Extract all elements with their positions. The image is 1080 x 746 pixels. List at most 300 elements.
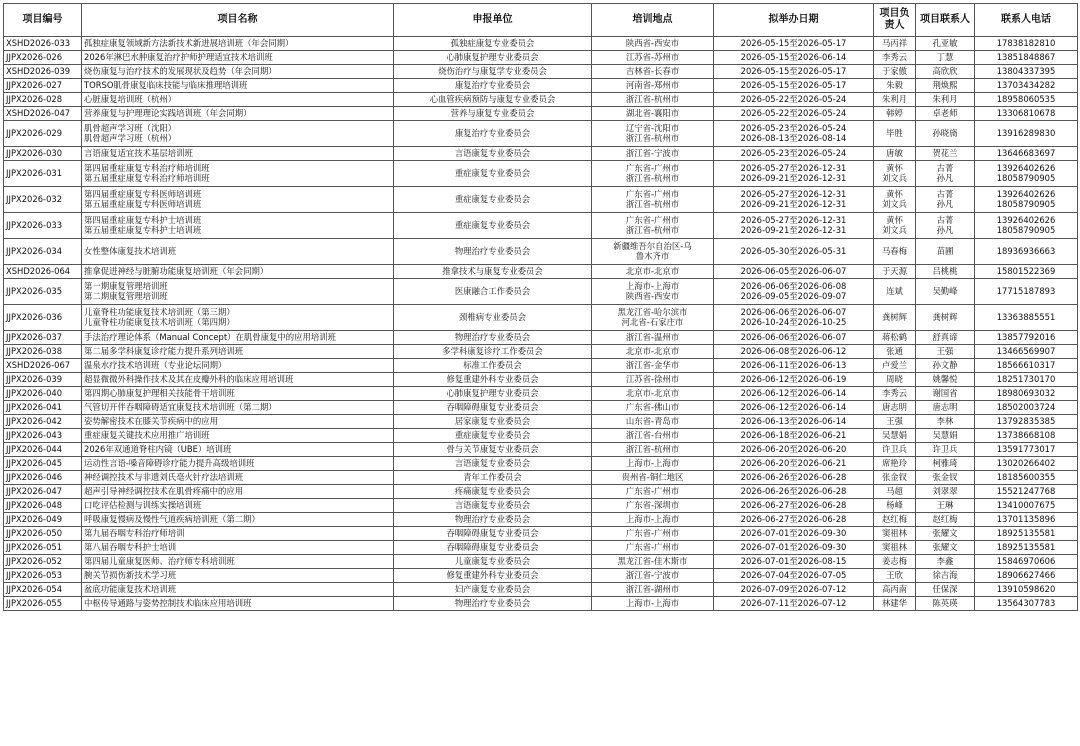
cell-code: JJPX2026-051 xyxy=(4,541,82,555)
cell-place-line: 浙江省-宁波市 xyxy=(625,147,680,158)
cell-name xyxy=(82,51,394,65)
cell-name-line: TORSO肌骨康复临床技能与临床推理培训班 xyxy=(84,79,248,90)
cell-name-line: 盆底功能康复技术培训班 xyxy=(84,583,177,594)
cell-date xyxy=(714,359,874,373)
header-phone: 联系人电话 xyxy=(975,4,1078,37)
cell-place xyxy=(592,499,714,513)
cell-date-line: 2026-06-12至2026-06-14 xyxy=(740,401,847,412)
cell-date-line: 2026-10-24至2026-10-25 xyxy=(740,316,847,327)
cell-contact-line: 张耀文 xyxy=(932,527,958,538)
cell-code: JJPX2026-046 xyxy=(4,471,82,485)
cell-phone-line: 13851848867 xyxy=(996,51,1056,62)
cell-phone-line: 13804337395 xyxy=(996,65,1056,76)
cell-place-line: 浙江省-杭州市 xyxy=(625,132,680,143)
cell-lead-line: 张金钗 xyxy=(881,471,908,482)
cell-lead xyxy=(874,415,916,429)
cell-contact xyxy=(916,527,975,541)
cell-lead-line: 毕胜 xyxy=(886,127,903,138)
cell-lead-line: 周晓 xyxy=(886,373,903,384)
cell-contact-line: 古菁 xyxy=(936,162,954,173)
cell-date-line: 2026-05-27至2026-12-31 xyxy=(740,188,847,199)
cell-phone xyxy=(975,387,1078,401)
cell-date-line: 2026-07-01至2026-09-30 xyxy=(740,527,847,538)
cell-code: JJPX2026-054 xyxy=(4,583,82,597)
cell-place xyxy=(592,555,714,569)
table-row xyxy=(4,51,1078,65)
cell-contact xyxy=(916,401,975,415)
cell-lead-line: 韩婷 xyxy=(886,107,903,118)
cell-phone xyxy=(975,457,1078,471)
cell-date xyxy=(714,471,874,485)
cell-lead-line: 王强 xyxy=(886,415,903,426)
cell-name xyxy=(82,359,394,373)
cell-place-line: 广东省-广州市 xyxy=(625,541,680,552)
cell-contact-line: 吕桃桃 xyxy=(932,265,958,276)
cell-lead-line: 席艳玲 xyxy=(881,457,908,468)
cell-date-line: 2026-07-09至2026-07-12 xyxy=(740,583,847,594)
cell-code: JJPX2026-052 xyxy=(4,555,82,569)
cell-date xyxy=(714,37,874,51)
cell-lead xyxy=(874,187,916,213)
cell-lead-line: 黄怀 xyxy=(886,162,903,173)
cell-code: XSHD2026-039 xyxy=(4,65,82,79)
cell-code: JJPX2026-045 xyxy=(4,457,82,471)
cell-date xyxy=(714,569,874,583)
cell-name xyxy=(82,443,394,457)
table-row xyxy=(4,305,1078,331)
table-row xyxy=(4,443,1078,457)
cell-lead-line: 窦祖林 xyxy=(881,541,908,552)
header-lead: 项目负责人 xyxy=(874,4,916,37)
cell-contact xyxy=(916,345,975,359)
cell-name-line: 第五届重症康复专科医师培训班 xyxy=(84,198,202,209)
cell-code: JJPX2026-041 xyxy=(4,401,82,415)
cell-date xyxy=(714,147,874,161)
cell-lead-line: 黄怀 xyxy=(886,188,903,199)
cell-phone xyxy=(975,443,1078,457)
cell-name xyxy=(82,415,394,429)
cell-lead-line: 姜志梅 xyxy=(881,555,908,566)
cell-phone-line: 13410007675 xyxy=(996,499,1056,510)
cell-phone xyxy=(975,305,1078,331)
cell-lead xyxy=(874,387,916,401)
cell-date xyxy=(714,597,874,611)
cell-date xyxy=(714,121,874,147)
cell-name xyxy=(82,499,394,513)
cell-contact-line: 吴勤峰 xyxy=(932,285,958,296)
cell-name xyxy=(82,555,394,569)
cell-lead xyxy=(874,443,916,457)
cell-date-line: 2026-09-21至2026-12-31 xyxy=(740,198,847,209)
cell-contact-line: 刘翠翠 xyxy=(932,485,958,496)
cell-date xyxy=(714,79,874,93)
cell-contact-line: 孙凡 xyxy=(936,224,954,235)
cell-lead xyxy=(874,345,916,359)
cell-code: JJPX2026-028 xyxy=(4,93,82,107)
cell-name-line: 第五届重症康复专科护士培训班 xyxy=(84,224,202,235)
table-row xyxy=(4,471,1078,485)
cell-place-line: 浙江省-金华市 xyxy=(625,359,680,370)
cell-name xyxy=(82,471,394,485)
cell-unit: 营养与康复专业委员会 xyxy=(394,107,592,121)
cell-place-line: 浙江省-宁波市 xyxy=(625,569,680,580)
cell-date xyxy=(714,485,874,499)
cell-name xyxy=(82,65,394,79)
cell-contact-line: 任保深 xyxy=(932,583,958,594)
cell-unit: 言语康复专业委员会 xyxy=(394,147,592,161)
cell-date xyxy=(714,161,874,187)
cell-name xyxy=(82,485,394,499)
cell-phone xyxy=(975,79,1078,93)
cell-phone-line: 18936936663 xyxy=(996,245,1056,256)
cell-lead xyxy=(874,265,916,279)
cell-name-line: 2026年双通道脊柱内镜（UBE）培训班 xyxy=(84,443,232,454)
cell-place xyxy=(592,415,714,429)
cell-lead-line: 许卫兵 xyxy=(881,443,908,454)
cell-code: JJPX2026-030 xyxy=(4,147,82,161)
cell-code: JJPX2026-047 xyxy=(4,485,82,499)
cell-phone-line: 18566610317 xyxy=(996,359,1056,370)
cell-code: JJPX2026-031 xyxy=(4,161,82,187)
cell-place xyxy=(592,541,714,555)
table-row xyxy=(4,583,1078,597)
cell-contact xyxy=(916,79,975,93)
cell-contact xyxy=(916,93,975,107)
table-row xyxy=(4,161,1078,187)
cell-lead xyxy=(874,65,916,79)
cell-place xyxy=(592,79,714,93)
cell-lead-line: 刘文兵 xyxy=(881,172,908,183)
cell-unit: 多学科康复诊疗工作委员会 xyxy=(394,345,592,359)
cell-place xyxy=(592,485,714,499)
cell-contact-line: 李鑫 xyxy=(936,555,954,566)
cell-place-line: 广东省-深圳市 xyxy=(625,499,680,510)
cell-place xyxy=(592,161,714,187)
cell-name xyxy=(82,265,394,279)
cell-place xyxy=(592,121,714,147)
cell-place xyxy=(592,107,714,121)
cell-place-line: 江苏省-苏州市 xyxy=(625,51,680,62)
cell-name-line: 心脏康复培训班（杭州） xyxy=(84,93,177,104)
table-row xyxy=(4,527,1078,541)
training-schedule-sheet xyxy=(3,3,1078,611)
cell-name-line: 运动性言语-嗓音障碍诊疗能力提升高级培训班 xyxy=(84,457,255,468)
cell-phone-line: 18058790905 xyxy=(996,172,1056,183)
table-row xyxy=(4,187,1078,213)
cell-phone xyxy=(975,499,1078,513)
cell-place-line: 上海市-上海市 xyxy=(625,513,680,524)
cell-place xyxy=(592,569,714,583)
cell-place-line: 辽宁省-沈阳市 xyxy=(625,122,680,133)
cell-place xyxy=(592,597,714,611)
cell-lead xyxy=(874,541,916,555)
cell-place xyxy=(592,265,714,279)
table-row xyxy=(4,597,1078,611)
cell-name-line: 第四届重症康复专科护士培训班 xyxy=(84,214,202,225)
cell-date-line: 2026-06-12至2026-06-19 xyxy=(740,373,847,384)
cell-date-line: 2026-09-05至2026-09-07 xyxy=(740,290,847,301)
cell-name-line: 口吃评估检测与训练实操培训班 xyxy=(84,499,202,510)
cell-code: JJPX2026-053 xyxy=(4,569,82,583)
cell-code: JJPX2026-033 xyxy=(4,213,82,239)
cell-phone-line: 15801522369 xyxy=(996,265,1056,276)
cell-name-line: 温泉水疗技术培训班（专业论坛同期） xyxy=(84,359,227,370)
cell-place-line: 广东省-广州市 xyxy=(625,188,680,199)
cell-contact xyxy=(916,443,975,457)
cell-phone-line: 18058790905 xyxy=(996,224,1056,235)
cell-contact-line: 张金钗 xyxy=(932,471,958,482)
cell-name xyxy=(82,569,394,583)
cell-name-line: 第五届重症康复专科治疗师培训班 xyxy=(84,172,210,183)
cell-name-line: 神经调控技术与非遗刘氏毫火针疗法培训班 xyxy=(84,471,244,482)
cell-place-line: 陕西省-西安市 xyxy=(625,290,680,301)
cell-contact-line: 许卫兵 xyxy=(932,443,958,454)
cell-phone-line: 13926402626 xyxy=(996,188,1056,199)
cell-name xyxy=(82,147,394,161)
cell-date-line: 2026-06-20至2026-06-21 xyxy=(740,457,847,468)
cell-date-line: 2026-05-15至2026-06-14 xyxy=(740,51,847,62)
cell-lead-line: 高丙南 xyxy=(881,583,908,594)
cell-lead xyxy=(874,401,916,415)
cell-name-line: 孤独症康复领域新方法新技术新进展培训班（年会同期） xyxy=(84,37,294,48)
cell-phone-line: 13916289830 xyxy=(996,127,1056,138)
table-row xyxy=(4,359,1078,373)
cell-lead-line: 连斌 xyxy=(886,285,903,296)
cell-date-line: 2026-06-27至2026-06-28 xyxy=(740,513,847,524)
cell-lead xyxy=(874,213,916,239)
cell-lead-line: 马超 xyxy=(886,485,903,496)
cell-lead xyxy=(874,359,916,373)
cell-contact-line: 姚馨悦 xyxy=(932,373,958,384)
cell-date-line: 2026-08-13至2026-08-14 xyxy=(740,132,847,143)
cell-date-line: 2026-06-05至2026-06-07 xyxy=(740,265,847,276)
cell-contact-line: 谢国省 xyxy=(932,387,958,398)
cell-unit: 青年工作委员会 xyxy=(394,471,592,485)
cell-name xyxy=(82,345,394,359)
cell-code: JJPX2026-042 xyxy=(4,415,82,429)
cell-date xyxy=(714,265,874,279)
cell-contact xyxy=(916,121,975,147)
cell-phone-line: 13792835385 xyxy=(996,415,1056,426)
cell-lead-line: 刘文兵 xyxy=(881,198,908,209)
cell-place xyxy=(592,51,714,65)
cell-contact-line: 苗圃 xyxy=(936,245,954,256)
cell-lead xyxy=(874,597,916,611)
cell-date xyxy=(714,305,874,331)
cell-lead xyxy=(874,239,916,265)
cell-lead xyxy=(874,79,916,93)
cell-date-line: 2026-06-06至2026-06-07 xyxy=(740,331,847,342)
cell-phone xyxy=(975,513,1078,527)
cell-date xyxy=(714,415,874,429)
cell-phone xyxy=(975,401,1078,415)
cell-lead xyxy=(874,93,916,107)
table-row xyxy=(4,541,1078,555)
cell-phone-line: 18185600355 xyxy=(996,471,1056,482)
cell-phone xyxy=(975,213,1078,239)
cell-name xyxy=(82,239,394,265)
cell-date xyxy=(714,345,874,359)
header-place: 培训地点 xyxy=(592,4,714,37)
cell-name-line: 姿势解密技术在膝关节疾病中的应用 xyxy=(84,415,218,426)
table-row xyxy=(4,93,1078,107)
cell-place-line: 北京市-北京市 xyxy=(625,345,680,356)
cell-name-line: 推拿促进神经与脏腑功能康复培训班（年会同期） xyxy=(84,265,269,276)
cell-phone xyxy=(975,331,1078,345)
cell-phone-line: 18925135581 xyxy=(996,527,1056,538)
table-row xyxy=(4,107,1078,121)
cell-phone xyxy=(975,161,1078,187)
cell-lead-line: 黄怀 xyxy=(886,214,903,225)
cell-phone xyxy=(975,107,1078,121)
cell-date xyxy=(714,443,874,457)
cell-phone xyxy=(975,471,1078,485)
cell-lead-line: 窦祖林 xyxy=(881,527,908,538)
cell-phone-line: 18906627466 xyxy=(996,569,1056,580)
cell-contact xyxy=(916,65,975,79)
cell-place-line: 广东省-广州市 xyxy=(625,214,680,225)
cell-lead-line: 于天源 xyxy=(881,265,908,276)
cell-lead-line: 朱毅 xyxy=(886,79,903,90)
cell-name xyxy=(82,213,394,239)
cell-contact xyxy=(916,147,975,161)
cell-contact xyxy=(916,429,975,443)
cell-contact-line: 古菁 xyxy=(936,188,954,199)
cell-date-line: 2026-05-30至2026-05-31 xyxy=(740,245,847,256)
cell-lead-line: 赵红梅 xyxy=(881,513,908,524)
cell-contact xyxy=(916,213,975,239)
cell-date xyxy=(714,429,874,443)
cell-code: JJPX2026-038 xyxy=(4,345,82,359)
table-row xyxy=(4,65,1078,79)
cell-place-line: 鲁木齐市 xyxy=(635,250,670,261)
cell-place-line: 浙江省-杭州市 xyxy=(625,172,680,183)
cell-phone xyxy=(975,65,1078,79)
cell-place-line: 河北省-石家庄市 xyxy=(621,316,684,327)
cell-contact xyxy=(916,37,975,51)
cell-place xyxy=(592,93,714,107)
cell-unit: 医康融合工作委员会 xyxy=(394,279,592,305)
cell-place-line: 新疆维吾尔自治区-乌 xyxy=(613,240,692,251)
cell-unit: 颈椎病专业委员会 xyxy=(394,305,592,331)
cell-place xyxy=(592,359,714,373)
cell-place xyxy=(592,187,714,213)
cell-lead-line: 吴慧娟 xyxy=(881,429,908,440)
cell-date-line: 2026-06-06至2026-06-07 xyxy=(740,306,847,317)
cell-phone xyxy=(975,93,1078,107)
cell-place-line: 广东省-广州市 xyxy=(625,485,680,496)
cell-name xyxy=(82,513,394,527)
cell-lead-line: 李秀云 xyxy=(881,387,908,398)
cell-contact-line: 吴慧娟 xyxy=(932,429,958,440)
cell-name-line: 第四届重症康复专科医师培训班 xyxy=(84,188,202,199)
cell-place xyxy=(592,331,714,345)
cell-contact xyxy=(916,485,975,499)
cell-unit: 吞咽障碍康复专业委员会 xyxy=(394,527,592,541)
cell-phone xyxy=(975,359,1078,373)
cell-contact-line: 王强 xyxy=(936,345,954,356)
cell-contact xyxy=(916,161,975,187)
cell-date xyxy=(714,187,874,213)
cell-date-line: 2026-06-13至2026-06-14 xyxy=(740,415,847,426)
cell-name xyxy=(82,107,394,121)
table-row xyxy=(4,429,1078,443)
cell-name xyxy=(82,93,394,107)
cell-phone-line: 13926402626 xyxy=(996,162,1056,173)
cell-lead xyxy=(874,527,916,541)
cell-date-line: 2026-06-06至2026-06-08 xyxy=(740,280,847,291)
cell-code: JJPX2026-040 xyxy=(4,387,82,401)
cell-phone-line: 13020266402 xyxy=(996,457,1056,468)
cell-phone xyxy=(975,147,1078,161)
cell-contact-line: 唐志明 xyxy=(932,401,958,412)
table-row xyxy=(4,373,1078,387)
header-code: 项目编号 xyxy=(4,4,82,37)
cell-name-line: 第四期心肺康复护理相关技能骨干培训班 xyxy=(84,387,235,398)
table-row xyxy=(4,401,1078,415)
cell-phone xyxy=(975,583,1078,597)
cell-contact-line: 荆焕熙 xyxy=(932,79,958,90)
header-name: 项目名称 xyxy=(82,4,394,37)
cell-date xyxy=(714,499,874,513)
cell-lead xyxy=(874,331,916,345)
cell-place xyxy=(592,373,714,387)
cell-place-line: 北京市-北京市 xyxy=(625,265,680,276)
cell-code: JJPX2026-049 xyxy=(4,513,82,527)
cell-unit: 修复重建外科专业委员会 xyxy=(394,569,592,583)
cell-unit: 标准工作委员会 xyxy=(394,359,592,373)
cell-name-line: 第二届多学科康复诊疗能力提升系列培训班 xyxy=(84,345,244,356)
training-schedule-table xyxy=(3,3,1078,611)
cell-lead-line: 马春梅 xyxy=(881,245,908,256)
cell-date-line: 2026-07-01至2026-09-30 xyxy=(740,541,847,552)
cell-phone xyxy=(975,121,1078,147)
cell-unit: 重症康复专业委员会 xyxy=(394,161,592,187)
cell-place xyxy=(592,279,714,305)
cell-phone-line: 18925135581 xyxy=(996,541,1056,552)
cell-contact xyxy=(916,583,975,597)
cell-contact-line: 丁慧 xyxy=(936,51,954,62)
cell-code: JJPX2026-034 xyxy=(4,239,82,265)
table-row xyxy=(4,345,1078,359)
cell-phone xyxy=(975,279,1078,305)
cell-place-line: 浙江省-杭州市 xyxy=(625,224,680,235)
cell-name-line: 气管切开伴吞咽障碍适宜康复技术培训班（第二期） xyxy=(84,401,277,412)
cell-contact-line: 徐吉海 xyxy=(932,569,958,580)
cell-place-line: 北京市-北京市 xyxy=(625,387,680,398)
cell-date-line: 2026-06-18至2026-06-21 xyxy=(740,429,847,440)
cell-code: JJPX2026-026 xyxy=(4,51,82,65)
cell-contact-line: 孙凡 xyxy=(936,172,954,183)
cell-phone xyxy=(975,37,1078,51)
cell-date-line: 2026-05-22至2026-05-24 xyxy=(740,93,847,104)
cell-unit: 烧伤治疗与康复学专业委员会 xyxy=(394,65,592,79)
cell-place xyxy=(592,457,714,471)
header-date: 拟举办日期 xyxy=(714,4,874,37)
cell-name-line: 手法治疗理论体系（Manual Concept）在肌骨康复中的应用培训班 xyxy=(84,331,336,342)
cell-phone-line: 13646683697 xyxy=(996,147,1056,158)
cell-contact-line: 高欣欣 xyxy=(932,65,958,76)
cell-unit: 心肺康复护理专业委员会 xyxy=(394,51,592,65)
cell-name-line: 第四届儿童康复医师、治疗师专科培训班 xyxy=(84,555,235,566)
cell-contact xyxy=(916,541,975,555)
cell-name-line: 超显微微外科操作技术及其在皮瓣外科的临床应用培训班 xyxy=(84,373,294,384)
cell-lead xyxy=(874,429,916,443)
cell-date xyxy=(714,51,874,65)
cell-place-line: 河南省-郑州市 xyxy=(625,79,680,90)
cell-date-line: 2026-09-21至2026-12-31 xyxy=(740,224,847,235)
cell-contact xyxy=(916,187,975,213)
